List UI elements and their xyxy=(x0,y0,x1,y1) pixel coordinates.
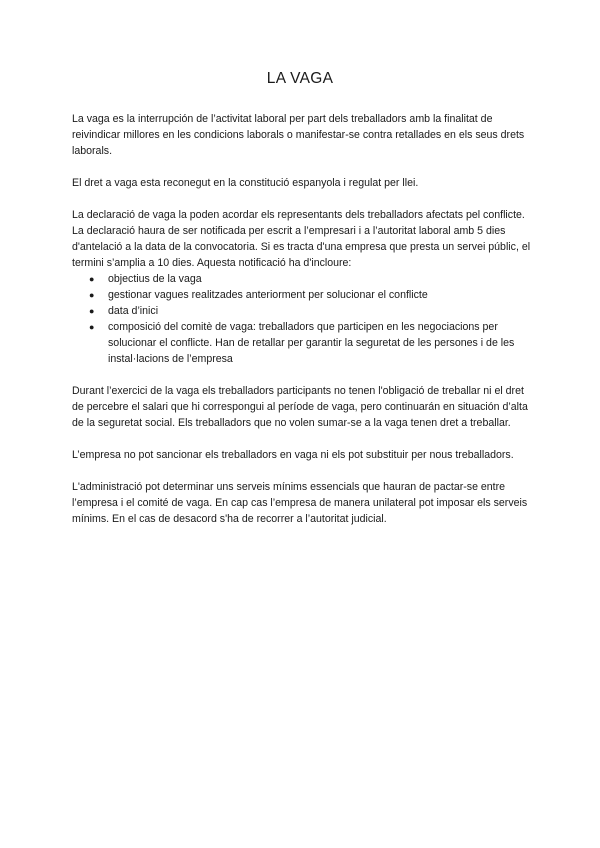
list-item-text: gestionar vagues realitzades anteriorment per solucionar el conflicte xyxy=(108,289,428,301)
list-item-text: objectius de la vaga xyxy=(108,273,202,285)
bullet-icon: ● xyxy=(89,274,95,284)
bullet-icon: ● xyxy=(89,306,95,316)
list-item-text: data d’inici xyxy=(108,305,159,317)
list-item xyxy=(89,287,534,303)
paragraph-minimum-services: L'administració pot determinar uns serveis mínims essencials que hauran de pactar-se entre l’empresa i el comité de vaga. En cap cas l’empresa de manera unilateral pot imposar els serveis mínims. En el cas de desacord s'ha de recorrer a l’autoritat judicial. xyxy=(72,481,528,525)
paragraph-exercise: Durant l’exercici de la vaga els treballadors participants no tenen l'obligació de treballar ni el dret de percebre el salari que hi correspongui al període de vaga, pero continuarán en situación d’alta de la seguretat social. Els treballadors que no volen sumar-se a la vaga tenen dret a treballar. xyxy=(72,385,528,429)
document-title: LA VAGA xyxy=(266,70,334,87)
list-item xyxy=(89,271,534,287)
paragraph-constitution: El dret a vaga esta reconegut en la constitució espanyola i regulat per llei. xyxy=(72,177,419,189)
paragraph-definition: La vaga es la interrupción de l’activitat laboral per part dels treballadors amb la finalitat de reivindicar millores en les condicions laborals o manifestar-se contra retallades en els seus drets laborals. xyxy=(72,113,525,157)
list-item-text: composició del comitè de vaga: treballadors que participen en les negociacions per solucionar el conflicte. Han de retallar per garantir la seguretat de les persones i de les instal·lacions de l’empresa xyxy=(108,321,515,365)
notification-requirements-list xyxy=(72,271,534,367)
list-item xyxy=(89,319,534,367)
document-body xyxy=(72,111,534,543)
list-item xyxy=(89,303,534,319)
paragraph-sanctions: L’empresa no pot sancionar els treballadors en vaga ni els pot substituir per nous treballadors. xyxy=(72,449,514,461)
paragraph-declaration: La declaració de vaga la poden acordar els representants dels treballadors afectats pel conflicte. La declaració haura de ser notificada per escrit a l’empresari i a l’autoritat laboral amb 5 dies d'antelació a la data de la convocatoria. Si es tracta d'una empresa que presta un servei públic, el termini s’amplia a 10 dies. Aquesta notificació ha d'incloure: xyxy=(72,209,531,269)
bullet-icon: ● xyxy=(89,290,95,300)
bullet-icon: ● xyxy=(89,322,95,332)
